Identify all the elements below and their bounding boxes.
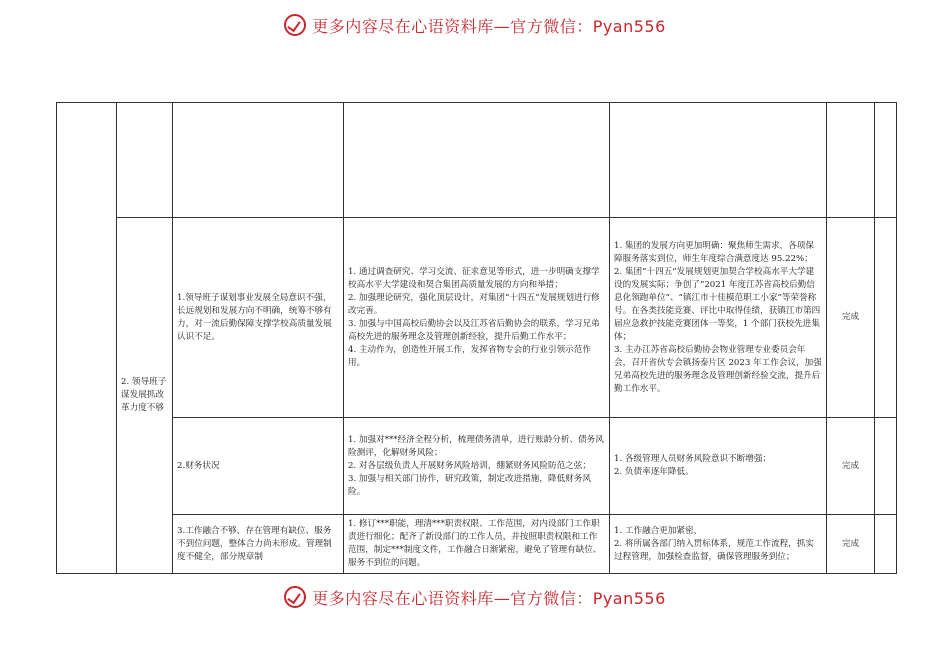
result-item: 2. 将所属各部门纳入贯标体系，规范工作流程，抓实过程管理，加强检查监督，确保管理服务到位； [614,538,814,562]
table-row [57,103,897,218]
measure-item: 3. 加强与相关部门协作，研究政策，制定改进措施，降低财务风险。 [348,473,591,497]
results-cell [610,418,827,515]
empty-cell [875,515,897,574]
result-item: 1. 集团的发展方向更加明确：聚焦师生需求，各项保障服务落实到位，师生年度综合满意度达 95.22%； [614,240,814,264]
measure-item: 1. 修订***职能，理清***职责权限、工作范围，对内设部门工作职责进行细化；配齐了新设部门的工作人员，并按照职责权限和工作范围，制定***制度文件，工作融合日渐紧密，避免了管理有缺位、服务不到位的问题。 [348,519,602,568]
measure-item: 1. 加强对***经济全程分析，梳理债务清单，进行账龄分析、债务风险测评，化解财务风险； [348,434,604,458]
result-item: 1. 工作融合更加紧密， [614,525,703,536]
measures-cell [344,218,610,418]
empty-cell [827,103,875,218]
table-row [57,515,897,574]
watermark-text: 更多内容尽在心语资料库—官方微信：Pyan556 [312,16,666,36]
watermark-banner-top [0,8,950,42]
result-item: 3. 主办江苏省高校后勤协会物业管理专业委员会年会，召开省伙专会镇扬泰片区 2023 年工作会议，加强兄弟高校先进的服务理念及管理创新经验交流，提升后勤工作水平。 [614,344,822,394]
empty-cell [875,418,897,515]
empty-cell [173,103,344,218]
measures-cell [344,418,610,515]
watermark-text: 更多内容尽在心语资料库—官方微信：Pyan556 [312,588,666,608]
measure-item: 4. 主动作为，创造性开展工作，发挥省物专会的行业引领示范作用。 [348,344,591,368]
measure-item: 2. 加强理论研究，强化顶层设计，对集团“十四五”发展规划进行修改完善。 [348,292,600,316]
empty-cell [610,103,827,218]
measure-item: 2. 对各层级负责人开展财务风险培训，绷紧财务风险防范之弦； [348,460,591,471]
brand-logo-icon [284,586,306,608]
watermark-banner-bottom [0,580,950,614]
status-cell: 完成 [827,515,875,574]
empty-cell [117,103,173,218]
problem-cell: 1.领导班子谋划事业发展全局意识不强，长远规划和发展方向不明确，统筹不够有力，对一流后勤保障支撑学校高质量发展认识不足。 [173,218,344,418]
result-item: 2. 集团“十四五”发展规划更加契合学校高水平大学建设的发展实际；争创了“2021 年度江苏省高校后勤信息化领跑单位”、“镇江市十佳模范职工小家”等荣誉称号。在各类技能竞赛、评比中取得佳绩，获镇江市第四届应急救护技能竞赛团体一等奖，1 个部门获校先进集体； [614,266,821,342]
status-cell: 完成 [827,218,875,418]
results-cell [610,515,827,574]
measure-item: 3. 加强与中国高校后勤协会以及江苏省后勤协会的联系，学习兄弟高校先进的服务理念及管理创新经验，提升后勤工作水平； [348,318,600,342]
measure-item: 1. 通过调查研究、学习交流、征求意见等形式，进一步明确支撑学校高水平大学建设和契合集团高质量发展的方向和举措； [348,266,600,290]
results-cell [610,218,827,418]
empty-cell [875,218,897,418]
empty-cell [344,103,610,218]
result-item: 1. 各级管理人员财务风险意识不断增强； [614,454,772,464]
problem-cell: 2.财务状况 [173,418,344,515]
table-row [57,418,897,515]
table-row [57,218,897,418]
status-cell: 完成 [827,418,875,515]
category-cell: 2. 领导班子谋发展抓改革力度不够 [117,218,173,574]
measures-cell [344,515,610,574]
result-item: 2. 负债率逐年降低。 [614,467,694,477]
empty-cell [57,103,117,574]
brand-logo-icon [284,14,306,36]
problem-cell: 3.工作融合不够，存在管理有缺位、服务不到位问题，整体合力尚未形成。管理制度不健全，部分规章制 [173,515,344,574]
empty-cell [875,103,897,218]
rectification-table [56,102,897,574]
